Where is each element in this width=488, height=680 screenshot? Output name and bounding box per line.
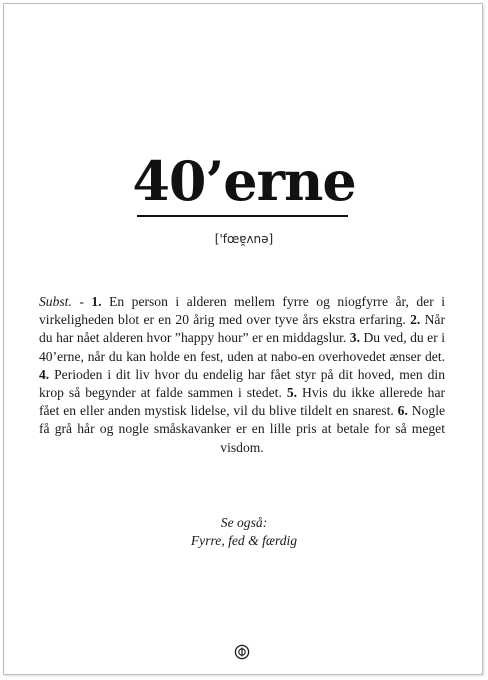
definition-number: 4.: [39, 366, 50, 382]
title-underline: [137, 215, 348, 217]
definition-dash: -: [71, 294, 92, 309]
definition-number: 3.: [349, 330, 360, 346]
definition-sense: Perioden i dit liv hvor du endelig har fået styr på dit hoved, men din krop så begynder at falde sammen i stedet.: [39, 366, 445, 401]
see-also-block: [0, 514, 488, 550]
definition-number: 6.: [397, 403, 408, 419]
poster-title: 40’erne: [132, 149, 356, 213]
see-also-terms: Fyrre, fed & færdig: [190, 533, 298, 548]
definition-sense: En person i alderen mellem fyrre og niogfyrre år, der i virkeligheden blot er en 20 årig med over tyve års ekstra erfaring.: [39, 294, 445, 328]
see-also-label: Se også:: [220, 515, 268, 530]
phonetic-transcription: ['fœɐ̯ʌnə]: [214, 232, 274, 246]
definition-sense: Nogle få grå hår og nogle småskavanker er en lille pris at betale for så meget visdom.: [39, 403, 446, 455]
definition-sense: Du ved, du er i 40’erne, når du kan holde en fest, uden at nabo-en overhovedet ænser det.: [39, 330, 445, 364]
definition-text: [39, 293, 445, 457]
definition-sense: Når du har nået alderen hvor ”happy hour” er en middagslur.: [39, 312, 445, 346]
word-class-label: Subst.: [39, 294, 72, 309]
definition-sense: Hvis du ikke allerede har fået en eller anden mystisk lidelse, vil du blive tildelt en snarest.: [39, 385, 446, 419]
circle-monogram-icon: [234, 644, 250, 660]
definition-number: 5.: [286, 385, 298, 401]
definition-number: 2.: [410, 312, 421, 328]
definition-number: 1.: [91, 294, 102, 309]
